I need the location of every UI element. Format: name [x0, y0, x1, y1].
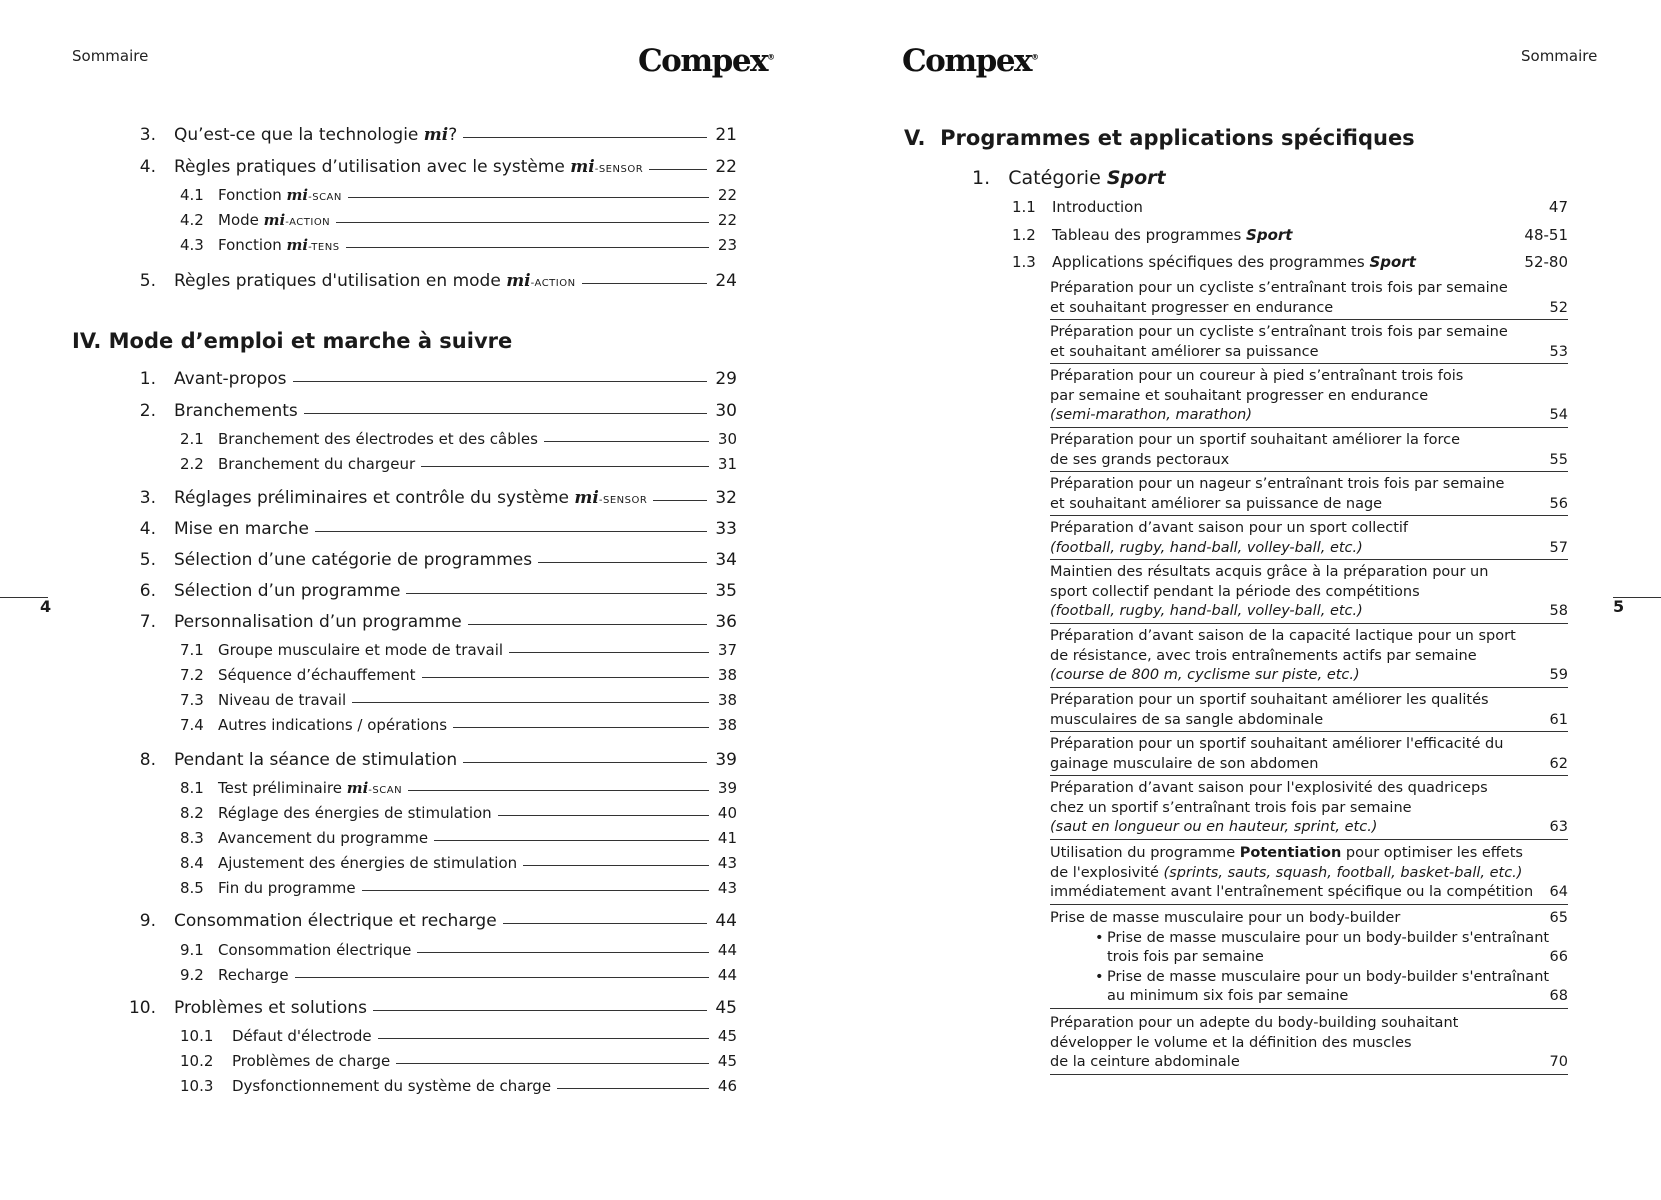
program-entry[interactable]: Maintien des résultats acquis grâce à la préparation pour un sport collectif pendant la période des compétitions (football, rugby, hand-ball, volley-ball, etc.) 58: [1050, 563, 1568, 624]
section-iv-heading: IV. Mode d’emploi et marche à suivre: [72, 329, 513, 353]
dot-leader: [649, 169, 707, 170]
toc-entry[interactable]: 10. Problèmes et solutions 45: [128, 998, 737, 1018]
toc-subitem[interactable]: 1.2 Tableau des programmes Sport 48-51: [1012, 226, 1568, 244]
toc-entry[interactable]: 8.2 Réglage des énergies de stimulation 40: [180, 804, 737, 822]
toc-entry[interactable]: 3. Réglages préliminaires et contrôle du système mi-SENSOR 32: [139, 488, 737, 508]
toc-entry[interactable]: 7.4 Autres indications / opérations 38: [180, 716, 737, 734]
toc-entry[interactable]: 5. Sélection d’une catégorie de programmes 34: [139, 550, 737, 570]
left-page-number: 4: [40, 597, 52, 616]
program-entry[interactable]: Préparation pour un sportif souhaitant améliorer l'efficacité du gainage musculaire de son abdomen 62: [1050, 735, 1568, 776]
toc-entry[interactable]: [130, 271, 737, 291]
toc-entry[interactable]: [180, 211, 737, 229]
program-entry[interactable]: Préparation pour un nageur s’entraînant trois fois par semaine et souhaitant améliorer sa puissance de nage 56: [1050, 475, 1568, 516]
toc-entry[interactable]: 8.3 Avancement du programme 41: [180, 829, 737, 847]
program-entry-potentiation[interactable]: Utilisation du programme Potentiation pour optimiser les effets de l'explosivité (sprints, sauts, squash, football, basket-ball, etc.) immédiatement avant l'entraînement spécifique ou la compétition 64: [1050, 844, 1568, 905]
program-entry[interactable]: Préparation pour un cycliste s’entraînant trois fois par semaine et souhaitant améliorer sa puissance 53: [1050, 323, 1568, 364]
toc-number: 4.2: [180, 211, 204, 229]
toc-entry[interactable]: 8. Pendant la séance de stimulation 39: [139, 750, 737, 770]
dot-leader: [346, 247, 709, 248]
toc-number: 4.3: [180, 236, 204, 254]
dot-leader: [348, 197, 709, 198]
toc-page: 22: [715, 157, 737, 177]
program-entry[interactable]: Préparation d’avant saison pour l'explosivité des quadriceps chez un sportif s’entraînant trois fois par semaine (saut en longueur ou en hauteur, sprint, etc.) 63: [1050, 779, 1568, 840]
toc-entry[interactable]: 2. Branchements 30: [139, 401, 737, 421]
toc-entry[interactable]: 9.2 Recharge 44: [180, 966, 737, 984]
toc-entry[interactable]: [180, 236, 737, 254]
toc-label: Règles pratiques d’utilisation avec le système mi-SENSOR: [174, 157, 644, 177]
toc-number: 4.: [139, 157, 156, 177]
toc-entry[interactable]: 8.1 Test préliminaire mi-SCAN 39: [180, 779, 737, 797]
toc-entry[interactable]: 9. Consommation électrique et recharge 44: [139, 911, 737, 931]
toc-page: 24: [715, 271, 737, 291]
toc-label: Règles pratiques d'utilisation en mode mi-ACTION: [174, 271, 576, 291]
dot-leader: [463, 137, 707, 138]
toc-page: 22: [717, 211, 737, 229]
toc-entry[interactable]: 7. Personnalisation d’un programme 36: [139, 612, 737, 632]
program-entry[interactable]: Préparation pour un sportif souhaitant améliorer la force de ses grands pectoraux 55: [1050, 431, 1568, 472]
toc-entry[interactable]: 7.1 Groupe musculaire et mode de travail 37: [180, 641, 737, 659]
toc-entry[interactable]: 10.2 Problèmes de charge 45: [180, 1052, 737, 1070]
toc-entry[interactable]: 2.2 Branchement du chargeur 31: [180, 455, 737, 473]
toc-entry[interactable]: [180, 186, 737, 204]
dot-leader: [582, 283, 707, 284]
right-page-number: 5: [1613, 597, 1625, 616]
toc-entry[interactable]: 7.2 Séquence d’échauffement 38: [180, 666, 737, 684]
toc-number: 5.: [139, 271, 156, 291]
toc-entry[interactable]: 2.1 Branchement des électrodes et des câbles 30: [180, 430, 737, 448]
program-entry[interactable]: Préparation pour un cycliste s’entraînant trois fois par semaine et souhaitant progresser en endurance 52: [1050, 279, 1568, 320]
toc-page: 21: [715, 125, 737, 145]
toc-entry[interactable]: 9.1 Consommation électrique 44: [180, 941, 737, 959]
toc-subitem[interactable]: 1.3 Applications spécifiques des programmes Sport 52-80: [1012, 253, 1568, 271]
toc-label: Qu’est-ce que la technologie mi?: [174, 125, 458, 145]
right-logo: Compex®: [902, 43, 1040, 79]
bullet-item[interactable]: • Prise de masse musculaire pour un body-builder s'entraînant au minimum six fois par semaine 68: [1095, 968, 1568, 1004]
bullet-item[interactable]: • Prise de masse musculaire pour un body-builder s'entraînant trois fois par semaine 66: [1095, 929, 1568, 965]
program-entry[interactable]: Préparation pour un sportif souhaitant améliorer les qualités musculaires de sa sangle abdominale 61: [1050, 691, 1568, 732]
section-v-heading: V. Programmes et applications spécifiques: [904, 126, 1415, 150]
category-sport[interactable]: 1. Catégorie Sport: [972, 167, 1166, 189]
toc-page: 22: [717, 186, 737, 204]
right-header-label: Sommaire: [1521, 47, 1598, 65]
toc-entry[interactable]: 10.1 Défaut d'électrode 45: [180, 1027, 737, 1045]
toc-number: 3.: [139, 125, 156, 145]
toc-label: Mode mi-ACTION: [218, 211, 331, 229]
toc-entry[interactable]: [130, 157, 737, 177]
toc-subitem[interactable]: 1.1 Introduction 47: [1012, 198, 1568, 216]
program-entry[interactable]: Préparation d’avant saison de la capacité lactique pour un sport de résistance, avec trois entraînements actifs par semaine (course de 800 m, cyclisme sur piste, etc.) 59: [1050, 627, 1568, 688]
program-entry[interactable]: Préparation pour un adepte du body-building souhaitant développer le volume et la définition des muscles de la ceinture abdominale 70: [1050, 1014, 1568, 1075]
toc-entry[interactable]: [130, 125, 737, 145]
toc-entry[interactable]: 6. Sélection d’un programme 35: [139, 581, 737, 601]
left-logo: Compex®: [638, 43, 776, 79]
toc-entry[interactable]: 10.3 Dysfonctionnement du système de charge 46: [180, 1077, 737, 1095]
program-entry[interactable]: Préparation pour un coureur à pied s’entraînant trois fois par semaine et souhaitant progresser en endurance (semi-marathon, marathon) 54: [1050, 367, 1568, 428]
toc-label: Fonction mi-TENS: [218, 236, 340, 254]
left-header-label: Sommaire: [72, 47, 149, 65]
toc-entry[interactable]: 8.4 Ajustement des énergies de stimulation 43: [180, 854, 737, 872]
dot-leader: [336, 222, 709, 223]
toc-entry[interactable]: 1. Avant-propos 29: [139, 369, 737, 389]
toc-page: 23: [717, 236, 737, 254]
program-entry[interactable]: Préparation d’avant saison pour un sport collectif (football, rugby, hand-ball, volley-ball, etc.) 57: [1050, 519, 1568, 560]
program-entry-bodybuilder[interactable]: Prise de masse musculaire pour un body-builder 65 • Prise de masse musculaire pour un body-builder s'entraînant trois fois par semaine 66 • Prise de masse musculaire pour un body-builder s'entraînant au minimum six fois par semaine 68: [1050, 909, 1568, 1009]
toc-entry[interactable]: 7.3 Niveau de travail 38: [180, 691, 737, 709]
toc-label: Fonction mi-SCAN: [218, 186, 342, 204]
toc-entry[interactable]: 4. Mise en marche 33: [139, 519, 737, 539]
toc-entry[interactable]: 8.5 Fin du programme 43: [180, 879, 737, 897]
toc-number: 4.1: [180, 186, 204, 204]
